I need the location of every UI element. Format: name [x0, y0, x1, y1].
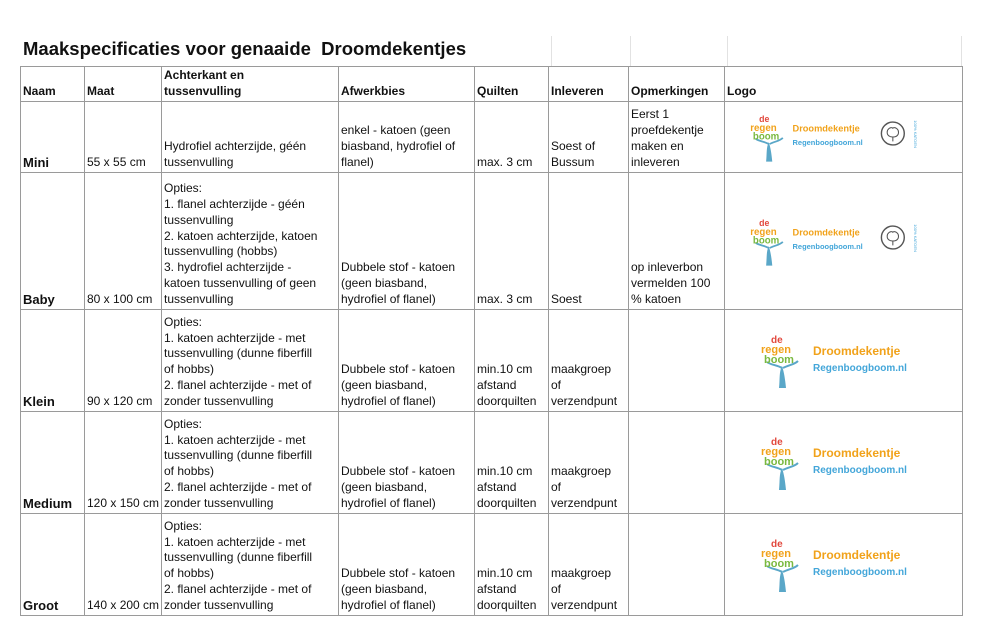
- rainbow-tree-icon: [755, 332, 811, 390]
- cell-logo: [725, 309, 963, 411]
- svg-text:boom: boom: [764, 456, 794, 469]
- logo-site: Regenboogboom.nl: [792, 241, 863, 251]
- cell-quilten: max. 3 cm: [475, 101, 549, 172]
- svg-text:regen: regen: [761, 548, 791, 561]
- cell-naam: Baby: [21, 172, 85, 309]
- rainbow-tree-icon: [755, 536, 811, 594]
- svg-text:regen: regen: [761, 344, 791, 357]
- svg-text:de: de: [771, 539, 783, 551]
- cell-naam: Klein: [21, 309, 85, 411]
- cotton-flower-icon: [877, 116, 919, 153]
- logo-site: Regenboogboom.nl: [792, 137, 863, 147]
- header-afwerkbies: Afwerkbies: [339, 67, 475, 102]
- header-logo: Logo: [725, 67, 963, 102]
- cell-opmerkingen: [629, 309, 725, 411]
- svg-text:100% KATOEN: 100% KATOEN: [912, 119, 918, 148]
- cell-afwerkbies: Dubbele stof - katoen (geen biasband, hydrofiel of flanel): [339, 411, 475, 513]
- logo: [755, 432, 962, 492]
- cell-quilten: max. 3 cm: [475, 172, 549, 309]
- spreadsheet: [20, 36, 962, 616]
- cell-opmerkingen: [629, 513, 725, 615]
- table-row: [21, 513, 963, 615]
- cell-afwerkbies: Dubbele stof - katoen (geen biasband, hydrofiel of flanel): [339, 309, 475, 411]
- header-opmerkingen: Opmerkingen: [629, 67, 725, 102]
- logo-wordmark: Droomdekentje: [813, 548, 901, 563]
- table-row: [21, 411, 963, 513]
- cell-inleveren: maakgroep of verzendpunt: [549, 411, 629, 513]
- table-row: [21, 172, 963, 309]
- cell-maat: 55 x 55 cm: [85, 101, 162, 172]
- rainbow-tree-icon: [745, 112, 794, 163]
- cell-quilten: min.10 cm afstand doorquilten: [475, 309, 549, 411]
- cell-maat: 90 x 120 cm: [85, 309, 162, 411]
- cell-naam: Medium: [21, 411, 85, 513]
- cell-inleveren: Soest of Bussum: [549, 101, 629, 172]
- svg-text:regen: regen: [761, 446, 791, 459]
- logo-wordmark: Droomdekentje: [813, 344, 901, 359]
- svg-text:de: de: [759, 217, 770, 228]
- logo: [755, 534, 962, 594]
- cell-logo: [725, 411, 963, 513]
- cell-inleveren: maakgroep of verzendpunt: [549, 513, 629, 615]
- cell-inleveren: maakgroep of verzendpunt: [549, 309, 629, 411]
- svg-text:de: de: [771, 335, 783, 347]
- table-row: [21, 309, 963, 411]
- svg-text:boom: boom: [752, 235, 780, 247]
- header-naam: Naam: [21, 67, 85, 102]
- cell-achterkant: Opties: 1. katoen achterzijde - met tussenvulling (dunne fiberfill of hobbs) 2. flanel achterzijde - met of zonder tussenvulling: [162, 411, 339, 513]
- page-title: Maakspecificaties voor genaaide Droomdekentjes: [23, 38, 467, 59]
- svg-text:boom: boom: [752, 131, 780, 143]
- logo-site: Regenboogboom.nl: [813, 567, 907, 579]
- cell-quilten: min.10 cm afstand doorquilten: [475, 513, 549, 615]
- cell-logo: [725, 172, 963, 309]
- cell-afwerkbies: Dubbele stof - katoen (geen biasband, hydrofiel of flanel): [339, 172, 475, 309]
- svg-text:de: de: [771, 437, 783, 449]
- header-row: [21, 67, 963, 102]
- svg-text:boom: boom: [764, 354, 794, 367]
- header-maat: Maat: [85, 67, 162, 102]
- cell-afwerkbies: Dubbele stof - katoen (geen biasband, hydrofiel of flanel): [339, 513, 475, 615]
- cell-logo: [725, 101, 963, 172]
- logo: [745, 214, 936, 267]
- cell-quilten: min.10 cm afstand doorquilten: [475, 411, 549, 513]
- logo: [755, 330, 962, 390]
- svg-text:regen: regen: [750, 226, 777, 238]
- cell-naam: Mini: [21, 101, 85, 172]
- title-row: [20, 36, 962, 66]
- cotton-flower-icon: [877, 220, 919, 257]
- logo-site: Regenboogboom.nl: [813, 465, 907, 477]
- cell-opmerkingen: op inleverbon vermelden 100 % katoen: [629, 172, 725, 309]
- table-row: [21, 101, 963, 172]
- rainbow-tree-icon: [745, 216, 794, 267]
- cell-opmerkingen: Eerst 1 proefdekentje maken en inleveren: [629, 101, 725, 172]
- cell-achterkant: Opties: 1. katoen achterzijde - met tussenvulling (dunne fiberfill of hobbs) 2. flanel achterzijde - met of zonder tussenvulling: [162, 309, 339, 411]
- header-inleveren: Inleveren: [549, 67, 629, 102]
- cell-naam: Groot: [21, 513, 85, 615]
- header-achterkant: Achterkant en tussenvulling: [162, 67, 339, 102]
- rainbow-tree-icon: [755, 434, 811, 492]
- cell-inleveren: Soest: [549, 172, 629, 309]
- spec-table: [20, 66, 963, 616]
- cell-achterkant: Hydrofiel achterzijde, géén tussenvulling: [162, 101, 339, 172]
- cell-achterkant: Opties: 1. flanel achterzijde - géén tussenvulling 2. katoen achterzijde, katoen tussenvulling (hobbs) 3. hydrofiel achterzijde - katoen tussenvulling of geen tussenvulling: [162, 172, 339, 309]
- svg-text:100% KATOEN: 100% KATOEN: [912, 223, 918, 252]
- logo-site: Regenboogboom.nl: [813, 363, 907, 375]
- cell-maat: 140 x 200 cm: [85, 513, 162, 615]
- cell-maat: 120 x 150 cm: [85, 411, 162, 513]
- header-quilten: Quilten: [475, 67, 549, 102]
- logo: [745, 110, 936, 163]
- logo-wordmark: Droomdekentje: [792, 123, 860, 134]
- cell-logo: [725, 513, 963, 615]
- logo-wordmark: Droomdekentje: [792, 227, 860, 238]
- svg-text:de: de: [759, 113, 770, 124]
- cell-achterkant: Opties: 1. katoen achterzijde - met tussenvulling (dunne fiberfill of hobbs) 2. flanel achterzijde - met of zonder tussenvulling: [162, 513, 339, 615]
- cell-opmerkingen: [629, 411, 725, 513]
- logo-wordmark: Droomdekentje: [813, 446, 901, 461]
- cell-afwerkbies: enkel - katoen (geen biasband, hydrofiel of flanel): [339, 101, 475, 172]
- cell-maat: 80 x 100 cm: [85, 172, 162, 309]
- svg-text:regen: regen: [750, 122, 777, 134]
- svg-text:boom: boom: [764, 558, 794, 571]
